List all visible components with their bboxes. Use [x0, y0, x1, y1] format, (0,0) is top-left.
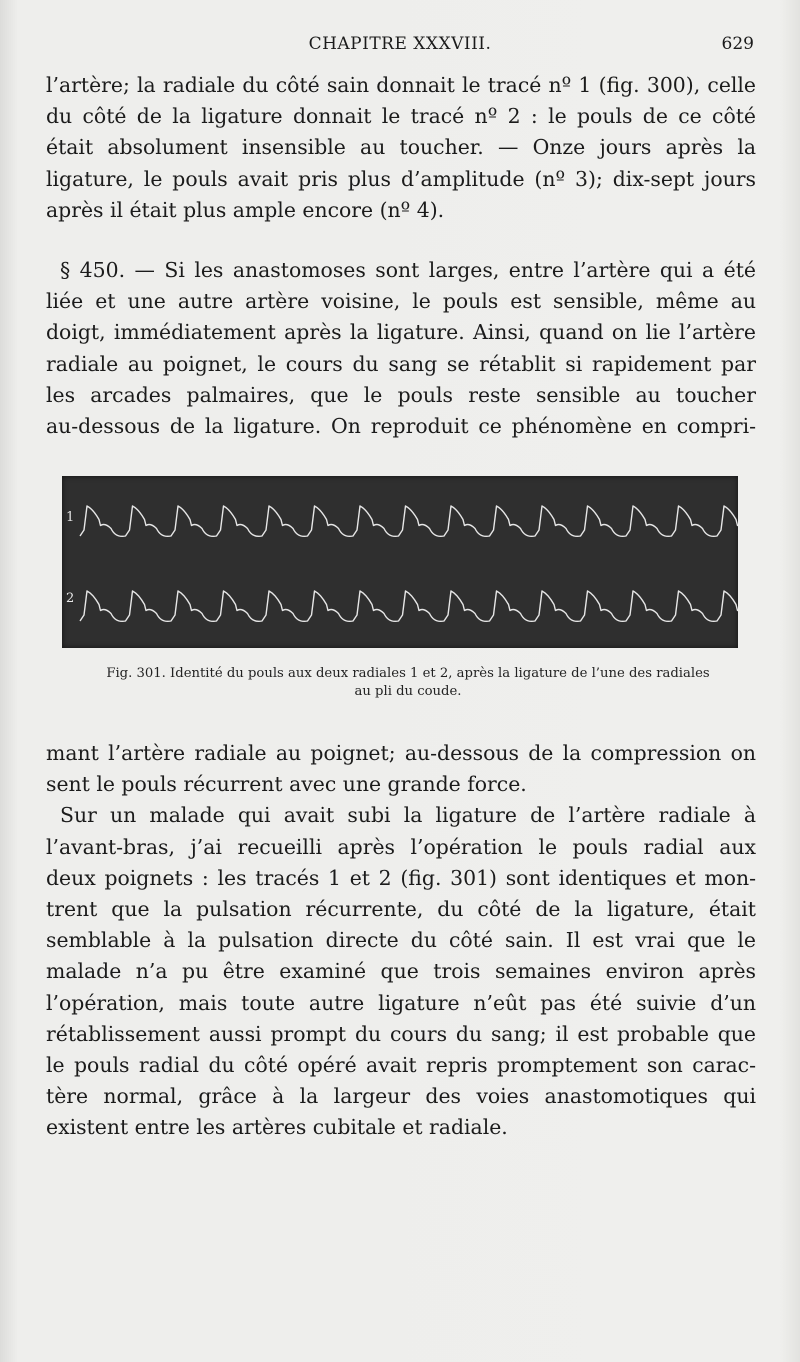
text-line: liée et une autre artère voisine, le pouls est sensible, même au [46, 289, 756, 314]
paragraph-section-450 [46, 255, 756, 442]
pulse-tracing-figure [62, 476, 738, 648]
text-line: au-dessous de la ligature. On reproduit ce phénomène en compri- [46, 413, 756, 438]
text-line: du côté de la ligature donnait le tracé nº 2 : le pouls de ce côté [46, 104, 756, 129]
paragraph-continued [46, 70, 756, 226]
text-line: ligature, le pouls avait pris plus d’amplitude (nº 3); dix-sept jours [46, 166, 756, 191]
pulse-trace-2 [80, 591, 738, 621]
paragraph-continued-2 [46, 738, 756, 1143]
text-line: après il était plus ample encore (nº 4). [46, 197, 445, 222]
caption-line: au pli du coude. [354, 684, 462, 699]
text-line: sent le pouls récurrent avec une grande force. [46, 772, 527, 797]
text-line: existent entre les artères cubitale et radiale. [46, 1115, 508, 1140]
text-line: trent que la pulsation récurrente, du côté de la ligature, était [46, 896, 756, 921]
text-line: les arcades palmaires, que le pouls reste sensible au toucher [46, 382, 756, 407]
pulse-tracings [62, 476, 738, 648]
text-line: Sur un malade qui avait subi la ligature de l’artère radiale à [60, 803, 756, 828]
running-head [46, 34, 754, 60]
text-line: doigt, immédiatement après la ligature. Ainsi, quand on lie l’artère [46, 320, 756, 345]
trace-label-2: 2 [66, 591, 75, 606]
text-line: était absolument insensible au toucher. — Onze jours après la [46, 135, 756, 160]
text-line: l’artère; la radiale du côté sain donnait le tracé nº 1 (fig. 300), celle [46, 73, 756, 97]
text-line: mant l’artère radiale au poignet; au-dessous de la compression on [46, 741, 756, 765]
text-line: radiale au poignet, le cours du sang se rétablit si rapidement par [46, 351, 756, 376]
text-line: le pouls radial du côté opéré avait repris promptement son carac- [46, 1052, 756, 1077]
chapter-title: CHAPITRE XXXVIII. [308, 34, 492, 54]
text-line: rétablissement aussi prompt du cours du sang; il est probable que [46, 1021, 756, 1046]
text-line: tère normal, grâce à la largeur des voies anastomotiques qui [46, 1084, 756, 1109]
figure-caption [70, 665, 746, 701]
pulse-trace-1 [80, 506, 738, 536]
text-line: deux poignets : les tracés 1 et 2 (fig. 301) sont identiques et mon- [46, 865, 756, 890]
text-line: § 450. — Si les anastomoses sont larges, entre l’artère qui a été [60, 258, 756, 282]
text-line: l’opération, mais toute autre ligature n’eût pas été suivie d’un [46, 990, 756, 1015]
text-line: semblable à la pulsation directe du côté sain. Il est vrai que le [46, 928, 756, 953]
page-number: 629 [721, 34, 754, 54]
caption-line: Fig. 301. Identité du pouls aux deux radiales 1 et 2, après la ligature de l’une des radiales [106, 666, 710, 681]
text-line: l’avant-bras, j’ai recueilli après l’opération le pouls radial aux [46, 834, 756, 859]
trace-label-1: 1 [66, 510, 75, 525]
text-line: malade n’a pu être examiné que trois semaines environ après [46, 959, 756, 984]
